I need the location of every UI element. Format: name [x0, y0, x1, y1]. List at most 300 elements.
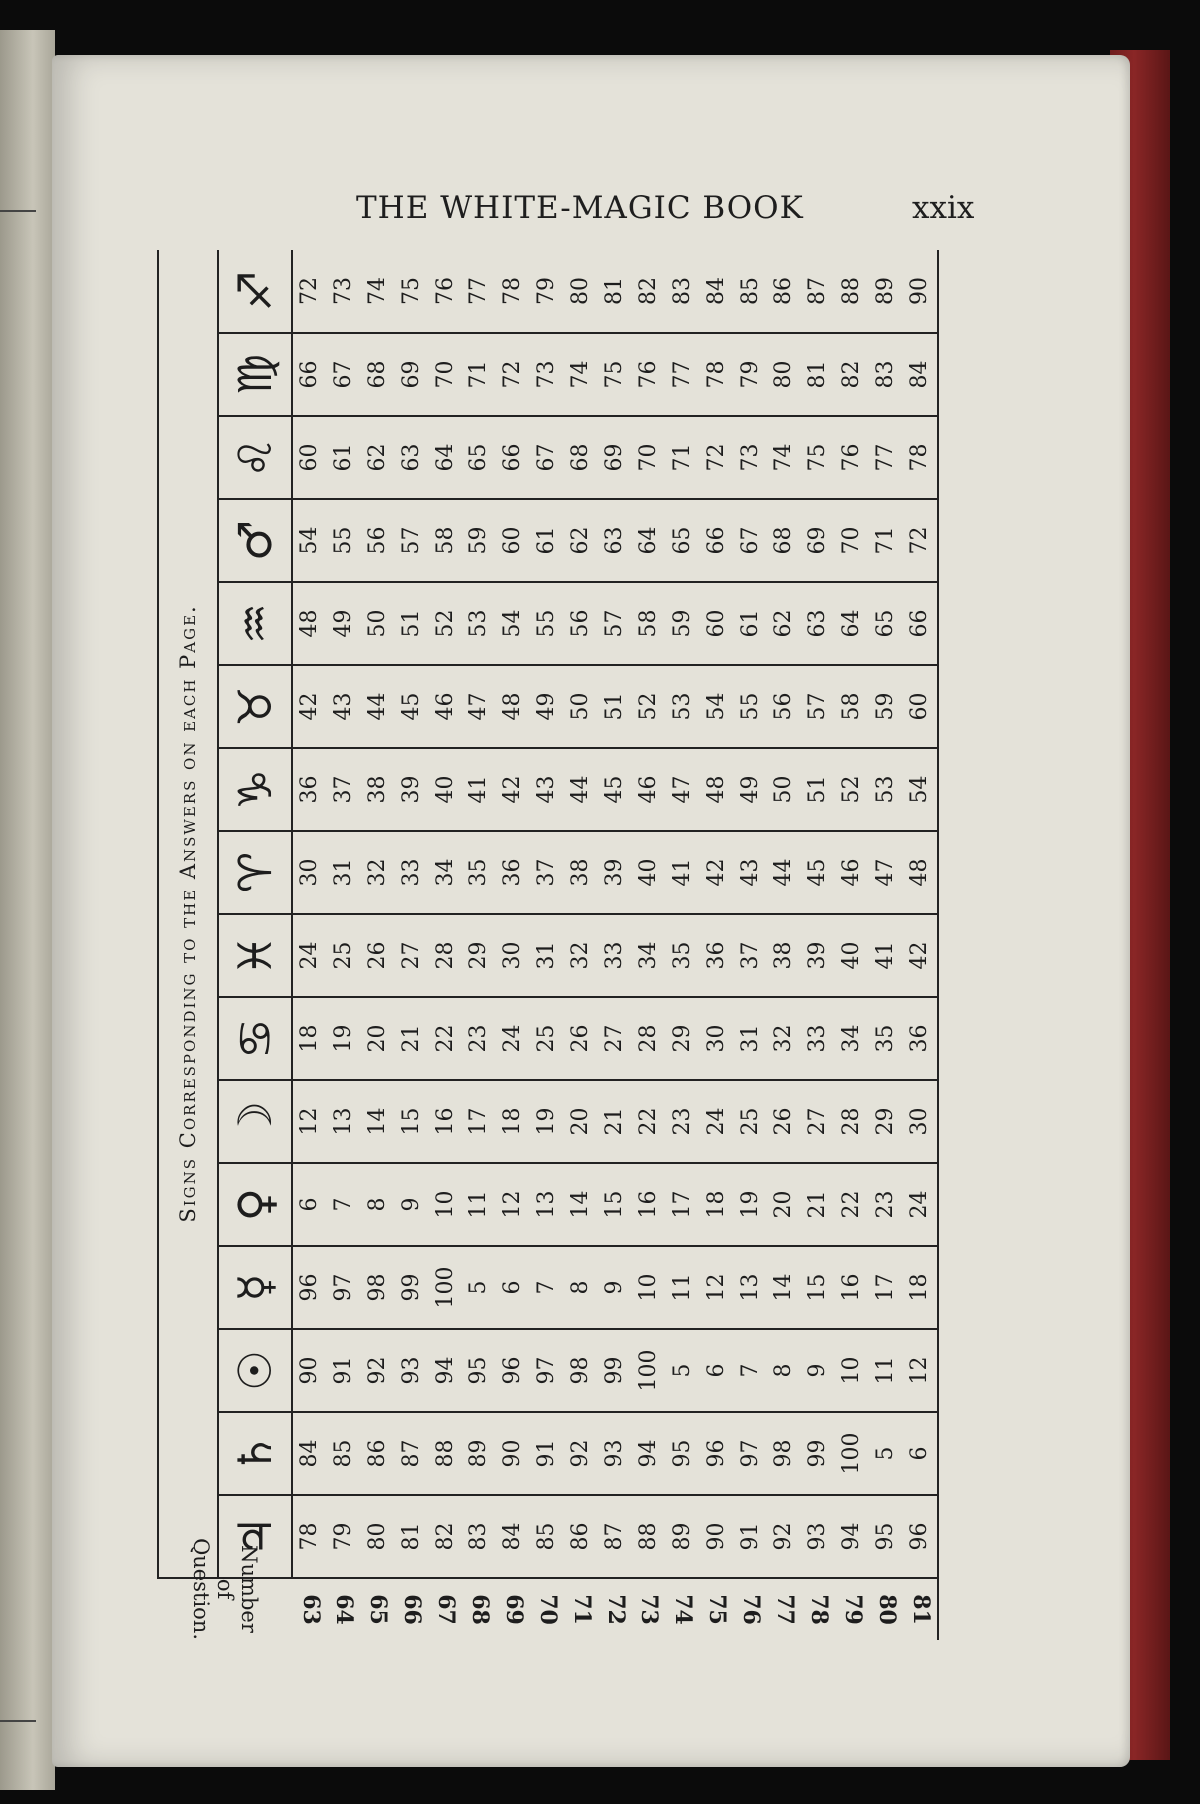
- table-cell: 75: [602, 360, 628, 389]
- table-cell: 58: [432, 526, 458, 555]
- table-cell: 25: [330, 941, 356, 970]
- table-cell: 60: [907, 692, 933, 721]
- table-cell: 20: [364, 1024, 390, 1053]
- table-cell: 13: [534, 1190, 560, 1219]
- sign-column: [292, 914, 938, 997]
- table-cell: 35: [873, 1024, 899, 1053]
- table-cell: 92: [771, 1522, 797, 1551]
- table-cell: 95: [669, 1439, 695, 1468]
- table-cell: 8: [771, 1363, 797, 1378]
- table-cell: 25: [534, 1024, 560, 1053]
- table-cell: 5: [466, 1280, 492, 1295]
- question-number: 76: [737, 1594, 764, 1625]
- table-cell: 47: [466, 692, 492, 721]
- table-cell: 54: [703, 692, 729, 721]
- facing-page-edge: [0, 30, 55, 1790]
- table-cell: 23: [466, 1024, 492, 1053]
- table-cell: 99: [805, 1439, 831, 1468]
- table-cell: 7: [330, 1197, 356, 1212]
- sign-header-icon: ☉: [218, 1329, 292, 1412]
- table-cell: 37: [737, 941, 763, 970]
- table-cell: 81: [805, 360, 831, 389]
- table-cell: 7: [737, 1363, 763, 1378]
- table-cell: 97: [330, 1273, 356, 1302]
- table-cell: 28: [635, 1024, 661, 1053]
- sign-column: [292, 582, 938, 665]
- table-cell: 81: [398, 1522, 424, 1551]
- table-cell: 97: [737, 1439, 763, 1468]
- table-cell: 88: [839, 276, 865, 305]
- table-cell: 18: [907, 1273, 933, 1302]
- table-cell: 62: [568, 526, 594, 555]
- table-cell: 80: [568, 276, 594, 305]
- table-cell: 22: [432, 1024, 458, 1053]
- table-cell: 48: [907, 858, 933, 887]
- table-cell: 67: [330, 360, 356, 389]
- table-cell: 13: [330, 1107, 356, 1136]
- sign-column: [292, 748, 938, 831]
- table-cell: 76: [839, 443, 865, 472]
- table-cell: 56: [568, 609, 594, 638]
- table-cell: 96: [907, 1522, 933, 1551]
- table-cell: 91: [534, 1439, 560, 1468]
- table-cell: 14: [771, 1273, 797, 1302]
- table-cell: 49: [330, 609, 356, 638]
- table-cell: 96: [703, 1439, 729, 1468]
- table-cell: 43: [330, 692, 356, 721]
- table-cell: 62: [364, 443, 390, 472]
- table-cell: 15: [602, 1190, 628, 1219]
- table-cell: 32: [771, 1024, 797, 1053]
- table-cell: 30: [500, 941, 526, 970]
- table-cell: 6: [297, 1197, 322, 1212]
- table-cell: 24: [907, 1190, 933, 1219]
- table-cell: 94: [839, 1522, 865, 1551]
- table-cell: 6: [907, 1446, 933, 1461]
- table-cell: 69: [398, 360, 424, 389]
- table-cell: 25: [737, 1107, 763, 1136]
- table-cell: 70: [432, 360, 458, 389]
- table-cell: 12: [703, 1273, 729, 1302]
- table-cell: 92: [364, 1356, 390, 1385]
- table-cell: 41: [669, 858, 695, 887]
- table-cell: 50: [568, 692, 594, 721]
- table-cell: 89: [466, 1439, 492, 1468]
- table-cell: 86: [568, 1522, 594, 1551]
- table-cell: 94: [432, 1356, 458, 1385]
- sign-column: [292, 665, 938, 748]
- table-cell: 75: [805, 443, 831, 472]
- table-cell: 27: [805, 1107, 831, 1136]
- table-cell: 52: [839, 775, 865, 804]
- table-cell: 37: [330, 775, 356, 804]
- table-cell: 7: [534, 1280, 560, 1295]
- table-cell: 9: [602, 1280, 628, 1295]
- table-cell: 82: [432, 1522, 458, 1551]
- table-cell: 10: [839, 1356, 865, 1385]
- table-cell: 45: [805, 858, 831, 887]
- table-cell: 16: [635, 1190, 661, 1219]
- sign-header-icon: ♈: [218, 831, 292, 914]
- table-cell: 34: [432, 858, 458, 887]
- sign-column: [292, 416, 938, 499]
- table-cell: 67: [534, 443, 560, 472]
- table-cell: 28: [839, 1107, 865, 1136]
- table-cell: 44: [771, 858, 797, 887]
- sign-header-icon: ☽: [218, 1080, 292, 1163]
- table-cell: 26: [771, 1107, 797, 1136]
- table-cell: 22: [839, 1190, 865, 1219]
- table-cell: 33: [805, 1024, 831, 1053]
- table-cell: 82: [635, 276, 661, 305]
- table-cell: 68: [364, 360, 390, 389]
- table-cell: 56: [771, 692, 797, 721]
- table-cell: 78: [297, 1522, 322, 1551]
- sign-header-icon: ♐: [218, 250, 292, 333]
- table-cell: 41: [873, 941, 899, 970]
- table-cell: 15: [398, 1107, 424, 1136]
- table-cell: 73: [534, 360, 560, 389]
- table-cell: 46: [635, 775, 661, 804]
- table-cell: 61: [330, 443, 356, 472]
- table-cell: 75: [398, 276, 424, 305]
- table-cell: 55: [330, 526, 356, 555]
- question-number: 70: [534, 1594, 561, 1625]
- question-number: 80: [873, 1594, 900, 1625]
- sign-column: [292, 1329, 938, 1412]
- table-cell: 34: [839, 1024, 865, 1053]
- table-cell: 12: [500, 1190, 526, 1219]
- sign-column: [292, 499, 938, 582]
- table-cell: 24: [297, 941, 322, 970]
- table-cell: 93: [602, 1439, 628, 1468]
- table-cell: 5: [669, 1363, 695, 1378]
- table-cell: 40: [839, 941, 865, 970]
- table-cell: 35: [669, 941, 695, 970]
- table-cell: 39: [805, 941, 831, 970]
- table-cell: 53: [669, 692, 695, 721]
- table-cell: 72: [500, 360, 526, 389]
- table-cell: 17: [873, 1273, 899, 1302]
- question-number: 75: [704, 1594, 731, 1625]
- table-cell: 71: [873, 526, 899, 555]
- sign-header-icon: ♌: [218, 416, 292, 499]
- table-cell: 19: [737, 1190, 763, 1219]
- table-cell: 99: [602, 1356, 628, 1385]
- table-cell: 29: [669, 1024, 695, 1053]
- table-cell: 78: [703, 360, 729, 389]
- table-cell: 13: [737, 1273, 763, 1302]
- sign-column: [292, 250, 938, 333]
- sign-column: [292, 1080, 938, 1163]
- table-cell: 64: [839, 609, 865, 638]
- table-cell: 63: [602, 526, 628, 555]
- sign-header-icon: ♒: [218, 582, 292, 665]
- table-cell: 64: [432, 443, 458, 472]
- table-cell: 63: [805, 609, 831, 638]
- table-cell: 76: [635, 360, 661, 389]
- table-cell: 92: [568, 1439, 594, 1468]
- table-cell: 79: [534, 276, 560, 305]
- table-cell: 85: [330, 1439, 356, 1468]
- table-cell: 11: [466, 1190, 492, 1219]
- table-cell: 32: [568, 941, 594, 970]
- table-cell: 8: [364, 1197, 390, 1212]
- table-cell: 88: [432, 1439, 458, 1468]
- table-cell: 38: [771, 941, 797, 970]
- table-cell: 100: [432, 1266, 458, 1309]
- table-cell: 83: [669, 276, 695, 305]
- table-cell: 51: [805, 775, 831, 804]
- table-cell: 79: [737, 360, 763, 389]
- table-cell: 21: [805, 1190, 831, 1219]
- table-cell: 69: [602, 443, 628, 472]
- table-cell: 100: [839, 1432, 865, 1475]
- table-cell: 87: [398, 1439, 424, 1468]
- table-cell: 21: [398, 1024, 424, 1053]
- table-cell: 39: [398, 775, 424, 804]
- table-cell: 18: [703, 1190, 729, 1219]
- table-cell: 38: [568, 858, 594, 887]
- table-cell: 90: [500, 1439, 526, 1468]
- table-cell: 17: [669, 1190, 695, 1219]
- table-cell: 36: [500, 858, 526, 887]
- table-cell: 77: [873, 443, 899, 472]
- sign-header-icon: ♍: [218, 333, 292, 416]
- table-cell: 66: [907, 609, 933, 638]
- table-cell: 88: [635, 1522, 661, 1551]
- sign-column: [292, 1495, 938, 1578]
- table-cell: 11: [873, 1356, 899, 1385]
- table-cell: 84: [297, 1439, 322, 1468]
- table-cell: 53: [873, 775, 899, 804]
- table-cell: 87: [805, 276, 831, 305]
- table-cell: 27: [398, 941, 424, 970]
- table-cell: 57: [398, 526, 424, 555]
- table-cell: 48: [703, 775, 729, 804]
- table-cell: 71: [466, 360, 492, 389]
- table-cell: 29: [873, 1107, 899, 1136]
- table-cell: 81: [602, 276, 628, 305]
- table-cell: 11: [669, 1273, 695, 1302]
- table-cell: 12: [907, 1356, 933, 1385]
- table-cell: 40: [432, 775, 458, 804]
- sign-header-icon: ♓: [218, 914, 292, 997]
- table-cell: 91: [737, 1522, 763, 1551]
- table-cell: 43: [534, 775, 560, 804]
- table-cell: 39: [602, 858, 628, 887]
- table-cell: 22: [635, 1107, 661, 1136]
- question-number: 78: [805, 1594, 832, 1625]
- table-cell: 45: [602, 775, 628, 804]
- question-number: 65: [365, 1594, 392, 1625]
- table-cell: 18: [297, 1024, 322, 1053]
- table-cell: 23: [873, 1190, 899, 1219]
- table-cell: 93: [805, 1522, 831, 1551]
- table-cell: 84: [500, 1522, 526, 1551]
- table-cell: 41: [466, 775, 492, 804]
- table-cell: 71: [669, 443, 695, 472]
- table-cell: 74: [364, 276, 390, 305]
- table-cell: 20: [568, 1107, 594, 1136]
- table-cell: 36: [703, 941, 729, 970]
- table-cell: 59: [466, 526, 492, 555]
- table-cell: 66: [297, 360, 322, 389]
- table-cell: 85: [534, 1522, 560, 1551]
- sign-column: [292, 1412, 938, 1495]
- table-cell: 43: [737, 858, 763, 887]
- sign-header-icon: ♉: [218, 665, 292, 748]
- table-cell: 95: [466, 1356, 492, 1385]
- table-cell: 50: [771, 775, 797, 804]
- table-cell: 70: [635, 443, 661, 472]
- table-cell: 55: [534, 609, 560, 638]
- sign-column: [292, 997, 938, 1080]
- table-cell: 40: [635, 858, 661, 887]
- table-cell: 80: [771, 360, 797, 389]
- table-cell: 78: [907, 443, 933, 472]
- table-cell: 99: [398, 1273, 424, 1302]
- table-cell: 9: [805, 1363, 831, 1378]
- table-cell: 17: [466, 1107, 492, 1136]
- table-cell: 98: [771, 1439, 797, 1468]
- table-cell: 47: [669, 775, 695, 804]
- table-cell: 10: [432, 1190, 458, 1219]
- table-cell: 54: [500, 609, 526, 638]
- table-cell: 76: [432, 276, 458, 305]
- table-cell: 60: [703, 609, 729, 638]
- table-cell: 29: [466, 941, 492, 970]
- table-cell: 19: [330, 1024, 356, 1053]
- table-cell: 64: [635, 526, 661, 555]
- table-cell: 97: [534, 1356, 560, 1385]
- table-cell: 48: [297, 609, 322, 638]
- table-cell: 98: [568, 1356, 594, 1385]
- table-cell: 31: [737, 1024, 763, 1053]
- table-cell: 54: [297, 526, 322, 555]
- table-cell: 5: [873, 1446, 899, 1461]
- table-cell: 73: [330, 276, 356, 305]
- table-cell: 55: [737, 692, 763, 721]
- table-cell: 51: [398, 609, 424, 638]
- table-cell: 67: [737, 526, 763, 555]
- table-cell: 8: [568, 1280, 594, 1295]
- table-cell: 58: [839, 692, 865, 721]
- table-cell: 6: [500, 1280, 526, 1295]
- sign-header-icon: ♂: [218, 499, 292, 582]
- table-cell: 24: [703, 1107, 729, 1136]
- table-cell: 26: [568, 1024, 594, 1053]
- table-cell: 49: [737, 775, 763, 804]
- table-cell: 91: [330, 1356, 356, 1385]
- table-cell: 21: [602, 1107, 628, 1136]
- table-cell: 86: [364, 1439, 390, 1468]
- table-cell: 82: [839, 360, 865, 389]
- question-number: 79: [839, 1594, 866, 1625]
- table-cell: 96: [500, 1356, 526, 1385]
- table-cell: 42: [703, 858, 729, 887]
- table-cell: 35: [466, 858, 492, 887]
- table-cell: 60: [297, 443, 322, 472]
- table-cell: 24: [500, 1024, 526, 1053]
- table-cell: 66: [703, 526, 729, 555]
- sign-header-icon: ☿: [218, 1246, 292, 1329]
- table-cell: 84: [703, 276, 729, 305]
- table-cell: 89: [669, 1522, 695, 1551]
- sign-column: [292, 333, 938, 416]
- sign-header-icon: ♋: [218, 997, 292, 1080]
- table-cell: 9: [398, 1197, 424, 1212]
- table-cell: 31: [330, 858, 356, 887]
- table-cell: 28: [432, 941, 458, 970]
- table-cell: 96: [297, 1273, 322, 1302]
- table-cell: 26: [364, 941, 390, 970]
- table-cell: 30: [297, 858, 322, 887]
- table-cell: 65: [466, 443, 492, 472]
- question-number: 72: [602, 1594, 629, 1625]
- table-cell: 10: [635, 1273, 661, 1302]
- question-number-header: Number of Question.: [158, 1578, 292, 1640]
- table-cell: 83: [466, 1522, 492, 1551]
- table-cell: 77: [669, 360, 695, 389]
- table-title: Signs Corresponding to the Answers on each Page.: [158, 250, 218, 1578]
- table-cell: 49: [534, 692, 560, 721]
- table-cell: 90: [703, 1522, 729, 1551]
- table-cell: 45: [398, 692, 424, 721]
- table-cell: 95: [873, 1522, 899, 1551]
- question-number: 81: [907, 1594, 934, 1625]
- table-cell: 68: [568, 443, 594, 472]
- table-cell: 20: [771, 1190, 797, 1219]
- sign-header-icon: ♄: [218, 1412, 292, 1495]
- table-cell: 60: [500, 526, 526, 555]
- table-cell: 42: [907, 941, 933, 970]
- table-cell: 57: [602, 609, 628, 638]
- table-cell: 14: [364, 1107, 390, 1136]
- table-cell: 93: [398, 1356, 424, 1385]
- question-number: 77: [771, 1594, 798, 1625]
- question-number: 66: [399, 1594, 426, 1625]
- table-cell: 66: [500, 443, 526, 472]
- table-cell: 59: [873, 692, 899, 721]
- table-cell: 15: [805, 1273, 831, 1302]
- table-cell: 56: [364, 526, 390, 555]
- table-cell: 27: [602, 1024, 628, 1053]
- table-cell: 87: [602, 1522, 628, 1551]
- sign-header-icon: ♀: [218, 1163, 292, 1246]
- table-cell: 69: [805, 526, 831, 555]
- table-cell: 72: [703, 443, 729, 472]
- question-number: 68: [466, 1594, 493, 1625]
- table-cell: 65: [873, 609, 899, 638]
- table-cell: 23: [669, 1107, 695, 1136]
- running-head: THE WHITE-MAGIC BOOK: [356, 190, 804, 226]
- table-cell: 72: [297, 276, 322, 305]
- table-cell: 78: [500, 276, 526, 305]
- table-cell: 52: [432, 609, 458, 638]
- table-cell: 98: [364, 1273, 390, 1302]
- signs-table: [157, 250, 937, 1640]
- table-cell: 65: [669, 526, 695, 555]
- table-cell: 30: [907, 1107, 933, 1136]
- table-cell: 31: [534, 941, 560, 970]
- table-cell: 32: [364, 858, 390, 887]
- table-cell: 94: [635, 1439, 661, 1468]
- table-cell: 16: [839, 1273, 865, 1302]
- table-cell: 73: [737, 443, 763, 472]
- table-cell: 62: [771, 609, 797, 638]
- table-cell: 63: [398, 443, 424, 472]
